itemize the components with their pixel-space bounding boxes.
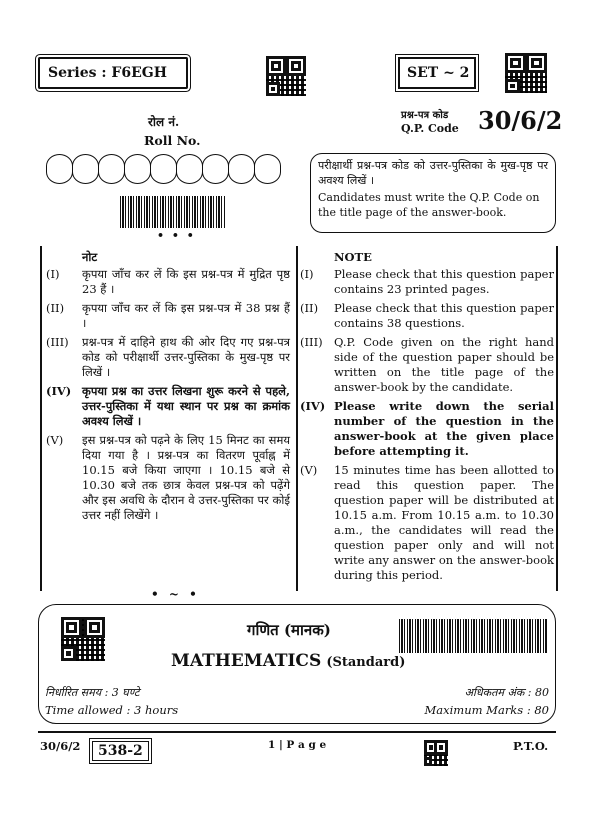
footer-page: 1 | P a g e [268, 739, 327, 751]
time-allowed-hindi: निर्धारित समय : 3 घण्टे [45, 686, 140, 699]
footer-code-box: 538-2 [92, 741, 149, 761]
notes-right-border [556, 246, 558, 591]
note-number: (I) [46, 267, 60, 281]
roll-cell[interactable] [124, 154, 151, 184]
notes-left-border [40, 246, 42, 591]
roll-cell[interactable] [98, 154, 125, 184]
note-text: प्रश्न-पत्र में दाहिने हाथ की ओर दिए गए प्रश्न-पत्र कोड को परीक्षार्थी उत्तर-पुस्तिका के मुख-पृष्ठ पर लिखें । [82, 335, 290, 379]
footer-qp-code: 30/6/2 [40, 739, 81, 753]
notes-english-item [300, 335, 554, 395]
roll-cell[interactable] [228, 154, 255, 184]
roll-cell[interactable] [72, 154, 99, 184]
roll-label-hindi: रोल नं. [148, 115, 180, 129]
roll-cell[interactable] [202, 154, 229, 184]
footer-qr-code [424, 740, 448, 766]
note-number: (I) [300, 267, 314, 281]
note-number: (IV) [300, 399, 326, 413]
notes-english-item [300, 267, 554, 297]
note-number: (II) [300, 301, 319, 315]
note-text: 15 minutes time has been allotted to read this question paper. The question paper will be distributed at 10.15 a.m. From 10.15 a.m. to 10.30 a.m., the candidates will read the question paper only and will not write any answer on the answer-book during this period. [334, 463, 554, 582]
notes-english [300, 250, 554, 587]
qp-code-label-english: Q.P. Code [401, 122, 459, 135]
subject-box [38, 604, 556, 724]
series-label: Series : F6EGH [48, 65, 167, 81]
roll-number-cells [46, 154, 280, 184]
top-qr-code [266, 56, 306, 96]
notes-hindi-item [46, 384, 290, 429]
roll-cell[interactable] [150, 154, 177, 184]
notes-hindi-item [46, 335, 290, 380]
note-text: कृपया प्रश्न का उत्तर लिखना शुरू करने से पहले, उत्तर-पुस्तिका में यथा स्थान पर प्रश्न का क्रमांक अवश्य लिखें । [82, 384, 290, 428]
note-number: (V) [46, 433, 64, 447]
notes-hindi-heading: नोट [82, 250, 98, 264]
series-box [38, 57, 188, 89]
max-marks-hindi: अधिकतम अंक : 80 [464, 686, 549, 699]
note-number: (II) [46, 301, 65, 315]
note-text: Q.P. Code given on the right hand side of the question paper should be written on the title page of the answer-book by the candidate. [334, 335, 554, 394]
note-number: (III) [300, 335, 323, 349]
notes-english-item [300, 399, 554, 459]
notes-center-divider [296, 246, 298, 591]
notes-hindi [46, 250, 290, 527]
notes-hindi-item [46, 301, 290, 331]
roll-cell[interactable] [254, 154, 281, 184]
set-label: SET ~ 2 [407, 65, 470, 81]
ornament: • ~ • [151, 587, 200, 601]
roll-cell[interactable] [176, 154, 203, 184]
footer-rule [38, 731, 556, 733]
qp-instruction-box [310, 153, 556, 233]
time-allowed-english: Time allowed : 3 hours [45, 703, 179, 717]
max-marks-english: Maximum Marks : 80 [424, 703, 549, 717]
subject-title [171, 651, 405, 671]
roll-dots: • • • [157, 229, 196, 242]
qp-code-label-hindi: प्रश्न-पत्र कोड [401, 110, 449, 121]
subject-title-english: MATHEMATICS [171, 651, 322, 671]
note-text: Please write down the serial number of the question in the answer-book at the given place before attempting it. [334, 399, 554, 458]
footer-pto: P.T.O. [513, 739, 549, 753]
note-text: कृपया जाँच कर लें कि इस प्रश्न-पत्र में 38 प्रश्न हैं । [82, 301, 290, 330]
note-text: Please check that this question paper contains 23 printed pages. [334, 267, 554, 296]
notes-english-item [300, 301, 554, 331]
instruction-english: Candidates must write the Q.P. Code on the title page of the answer-book. [318, 191, 540, 219]
notes-english-item [300, 463, 554, 583]
subject-title-hindi: गणित (मानक) [247, 621, 331, 639]
instruction-hindi: परीक्षार्थी प्रश्न-पत्र कोड को उत्तर-पुस्तिका के मुख-पृष्ठ पर अवश्य लिखें । [318, 159, 548, 187]
roll-label-english: Roll No. [144, 133, 201, 148]
note-number: (III) [46, 335, 69, 349]
notes-hindi-item [46, 267, 290, 297]
roll-cell[interactable] [46, 154, 73, 184]
subject-qr-code [61, 617, 105, 661]
set-qr-code [505, 53, 547, 93]
note-text: Please check that this question paper contains 38 questions. [334, 301, 554, 330]
note-number: (IV) [46, 384, 72, 398]
note-text: इस प्रश्न-पत्र को पढ़ने के लिए 15 मिनट का समय दिया गया है । प्रश्न-पत्र का वितरण पूर्वाह्न में 10.15 बजे किया जाएगा । 10.15 बजे से 10.30 बजे तक छात्र केवल प्रश्न-पत्र को पढ़ेंगे और इस अवधि के दौरान वे उत्तर-पुस्तिका पर कोई उत्तर नहीं लिखेंगे । [82, 433, 290, 522]
note-number: (V) [300, 463, 318, 477]
roll-barcode [120, 196, 225, 228]
notes-english-heading: NOTE [334, 250, 372, 264]
subject-barcode [399, 619, 547, 653]
notes-hindi-item [46, 433, 290, 523]
note-text: कृपया जाँच कर लें कि इस प्रश्न-पत्र में मुद्रित पृष्ठ 23 हैं । [82, 267, 290, 296]
qp-code-value: 30/6/2 [478, 106, 563, 135]
subject-title-standard: (Standard) [326, 655, 406, 670]
set-box [398, 57, 476, 89]
